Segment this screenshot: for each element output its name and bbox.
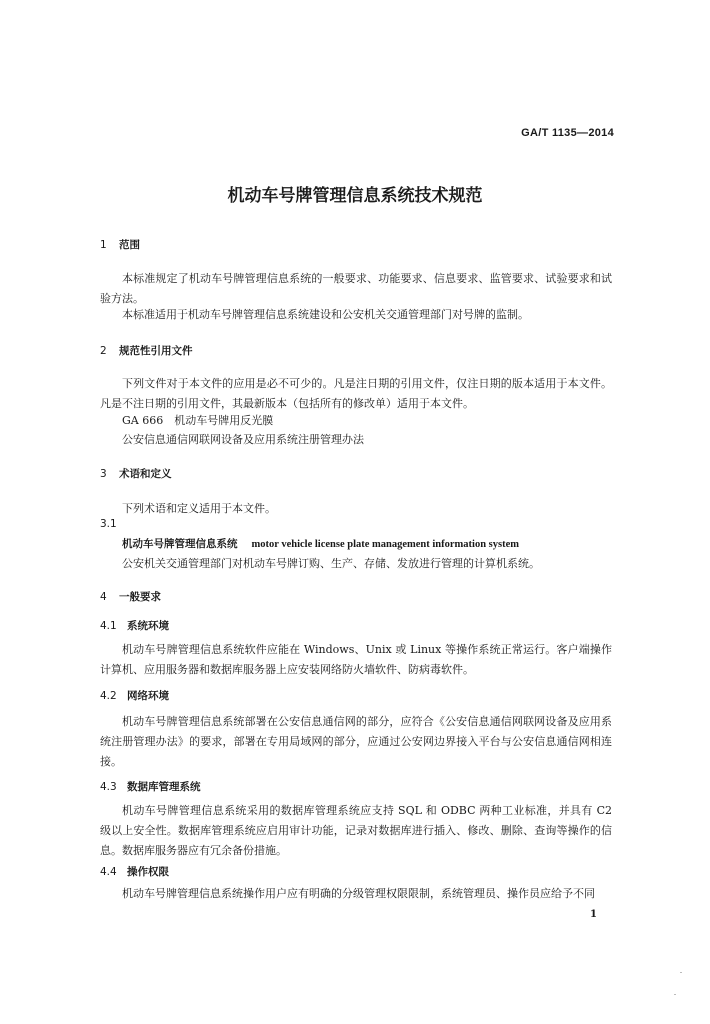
subsection-4-1-heading <box>100 618 169 633</box>
normative-reference-2: 公安信息通信网联网设备及应用系统注册管理办法 <box>122 433 364 446</box>
normative-reference-1: GA 666 机动车号牌用反光膜 <box>122 414 274 427</box>
subsection-number: 4.4 <box>100 866 117 878</box>
section-number: 1 <box>100 239 107 251</box>
section-2-heading <box>100 343 193 358</box>
term-chinese: 机动车号牌管理信息系统 <box>122 538 238 550</box>
section-number: 4 <box>100 591 107 603</box>
document-title: 机动车号牌管理信息系统技术规范 <box>227 186 483 206</box>
section-title: 范围 <box>119 239 140 251</box>
subsection-4-1-paragraph: 机动车号牌管理信息系统软件应能在 Windows、Unix 或 Linux 等操作系统正常运行。客户端操作计算机、应用服务器和数据库服务器上应安装网络防火墙软件、防病毒软件。 <box>100 643 612 676</box>
subsection-4-3-paragraph: 机动车号牌管理信息系统采用的数据库管理系统应支持 SQL 和 ODBC 两种工业标准，并具有 C2 级以上安全性。数据库管理系统应启用审计功能，记录对数据库进行插入、修改、删除、查询等操作的信息。数据库服务器应有冗余备份措施。 <box>100 804 612 857</box>
section-4-heading <box>100 589 161 604</box>
scan-speck <box>680 972 682 973</box>
section-1-heading <box>100 237 140 252</box>
section-title: 一般要求 <box>119 591 161 603</box>
subsection-number: 4.1 <box>100 620 117 632</box>
subsection-number: 4.2 <box>100 690 117 702</box>
subsection-4-4-heading <box>100 864 169 879</box>
subsection-4-2-paragraph: 机动车号牌管理信息系统部署在公安信息通信网的部分，应符合《公安信息通信网联网设备及应用系统注册管理办法》的要求，部署在专用局域网的部分，应通过公安网边界接入平台与公安信息通信网相连接。 <box>100 715 612 768</box>
section-1-paragraph-2: 本标准适用于机动车号牌管理信息系统建设和公安机关交通管理部门对号牌的监制。 <box>122 308 529 321</box>
section-title: 术语和定义 <box>119 468 172 480</box>
page-number: 1 <box>590 909 597 920</box>
term-number: 3.1 <box>100 518 117 530</box>
section-1-paragraph-1: 本标准规定了机动车号牌管理信息系统的一般要求、功能要求、信息要求、监管要求、试验要求和试验方法。 <box>100 272 612 305</box>
term-english: motor vehicle license plate management information system <box>251 539 520 550</box>
subsection-title: 网络环境 <box>127 690 169 702</box>
subsection-4-2-heading <box>100 688 169 703</box>
section-title: 规范性引用文件 <box>119 345 193 357</box>
term-entry <box>122 536 519 551</box>
section-3-heading <box>100 466 172 481</box>
section-number: 3 <box>100 468 107 480</box>
subsection-4-3-heading <box>100 779 201 794</box>
section-3-paragraph-1: 下列术语和定义适用于本文件。 <box>122 502 276 515</box>
subsection-number: 4.3 <box>100 781 117 793</box>
subsection-title: 数据库管理系统 <box>127 781 201 793</box>
term-definition: 公安机关交通管理部门对机动车号牌订购、生产、存储、发放进行管理的计算机系统。 <box>122 557 540 570</box>
section-number: 2 <box>100 345 107 357</box>
standard-code: GA/T 1135—2014 <box>521 127 614 139</box>
scan-speck <box>674 994 676 995</box>
subsection-4-4-paragraph: 机动车号牌管理信息系统操作用户应有明确的分级管理权限限制，系统管理员、操作员应给予不同 <box>122 887 595 900</box>
subsection-title: 操作权限 <box>127 866 169 878</box>
subsection-title: 系统环境 <box>127 620 169 632</box>
section-2-paragraph-1: 下列文件对于本文件的应用是必不可少的。凡是注日期的引用文件，仅注日期的版本适用于本文件。凡是不注日期的引用文件，其最新版本（包括所有的修改单）适用于本文件。 <box>100 377 612 410</box>
